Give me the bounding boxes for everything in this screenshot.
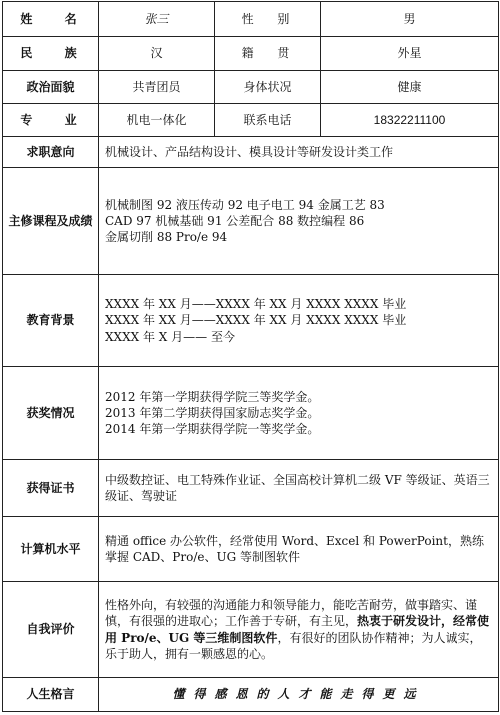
resume-table [2, 1, 499, 712]
education-value [99, 275, 499, 367]
courses-value [99, 168, 499, 275]
computer-value: 精通 office 办公软件，经常使用 Word、Excel 和 PowerPoint，熟练掌握 CAD、Pro/e、UG 等制图软件 [99, 517, 499, 582]
row-objective [3, 137, 499, 168]
certificates-value: 中级数控证、电工特殊作业证、全国高校计算机二级 VF 等级证、英语三级证、驾驶证 [99, 460, 499, 517]
row-self-eval [3, 582, 499, 678]
ethnicity-value: 汉 [99, 37, 215, 71]
self-eval-text-end: ，有很好的团队协作精神；为人诚实，乐于助人，拥有一颗感恩的心。 [105, 630, 482, 661]
objective-value: 机械设计、产品结构设计、模具设计等研发设计类工作 [99, 137, 499, 168]
row-political-health [3, 71, 499, 104]
motto-label: 人生格言 [3, 678, 99, 712]
self-eval-value [99, 582, 499, 678]
gender-value: 男 [321, 2, 499, 37]
education-line: XXXX 年 XX 月——XXXX 年 XX 月 XXXX XXXX 毕业 [105, 313, 407, 328]
ethnicity-label: 民 族 [3, 37, 99, 71]
row-ethnicity-native [3, 37, 499, 71]
awards-label: 获奖情况 [3, 367, 99, 460]
political-label: 政治面貌 [3, 71, 99, 104]
row-education [3, 275, 499, 367]
courses-line: 金属切削 88 Pro/e 94 [105, 230, 228, 245]
education-line: XXXX 年 X 月—— 至今 [105, 329, 235, 344]
motto-value: 懂得感恩的人才能走得更远 [99, 678, 499, 712]
courses-line: CAD 97 机械基础 91 公差配合 88 数控编程 86 [105, 213, 365, 228]
health-value: 健康 [321, 71, 499, 104]
row-awards [3, 367, 499, 460]
courses-label: 主修课程及成绩 [3, 168, 99, 275]
gender-label: 性 别 [215, 2, 321, 37]
native-label: 籍 贯 [215, 37, 321, 71]
health-label: 身体状况 [215, 71, 321, 104]
courses-line: 机械制图 92 液压传动 92 电子电工 94 金属工艺 83 [105, 197, 385, 212]
self-eval-text: 性格外向，有较强的沟通能力和领导能力，能吃苦耐劳，做事踏实、谨慎，有很强的进取心；工作善于专研，有主见， [105, 598, 478, 629]
award-line: 2012 年第一学期获得学院三等奖学金。 [105, 389, 320, 404]
phone-value: 18322211100 [321, 104, 499, 137]
certificates-label: 获得证书 [3, 460, 99, 517]
education-line: XXXX 年 XX 月——XXXX 年 XX 月 XXXX XXXX 毕业 [105, 297, 407, 312]
self-eval-label: 自我评价 [3, 582, 99, 678]
award-line: 2014 年第一学期获得学院一等奖学金。 [105, 422, 320, 437]
row-motto [3, 678, 499, 712]
computer-label: 计算机水平 [3, 517, 99, 582]
political-value: 共青团员 [99, 71, 215, 104]
awards-value [99, 367, 499, 460]
major-value: 机电一体化 [99, 104, 215, 137]
major-label: 专 业 [3, 104, 99, 137]
education-label: 教育背景 [3, 275, 99, 367]
self-eval-bold: 热衷于研发设计，经常使用 Pro/e、UG 等三维制图软件 [105, 614, 490, 645]
name-value: 张三 [99, 2, 215, 37]
row-major-phone [3, 104, 499, 137]
row-courses [3, 168, 499, 275]
native-value: 外星 [321, 37, 499, 71]
row-computer [3, 517, 499, 582]
objective-label: 求职意向 [3, 137, 99, 168]
row-certificates [3, 460, 499, 517]
name-label: 姓 名 [3, 2, 99, 37]
phone-label: 联系电话 [215, 104, 321, 137]
award-line: 2013 年第二学期获得国家励志奖学金。 [105, 405, 320, 420]
row-name-gender [3, 2, 499, 37]
